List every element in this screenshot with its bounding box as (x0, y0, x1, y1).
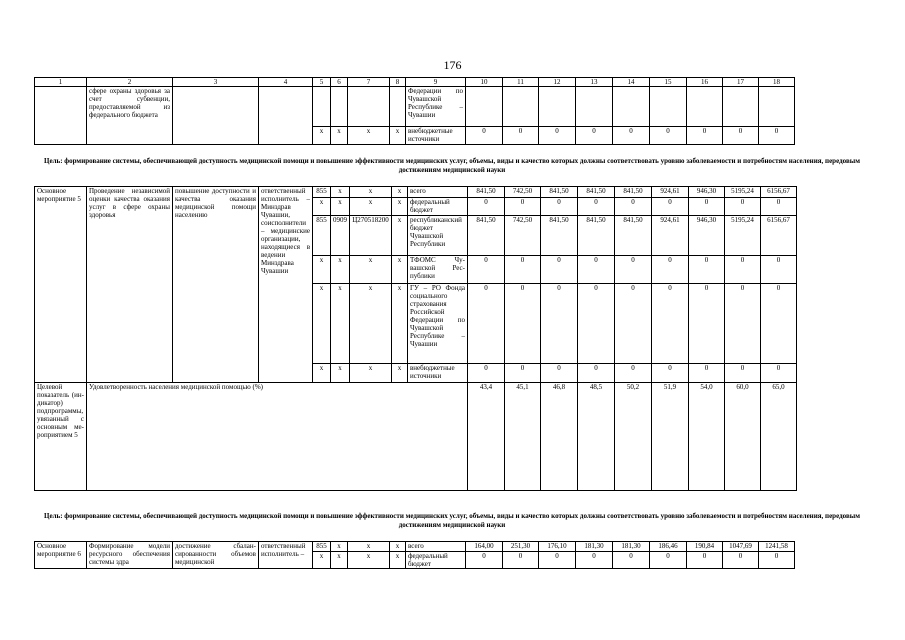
cell-code: x (350, 256, 392, 284)
cell-code: x (313, 364, 331, 383)
cell-code: x (390, 542, 406, 552)
cell-code: Ц270518200 (350, 216, 392, 256)
goal-heading-2: Цель: формирование системы, обеспечивающей доступность медицинской помощи и повышение эффективности медицинских услуг, объемы, виды и качество которых должны соответствовать уровню заболеваемости и потребностям населения, передовым достижениям медицинской науки (44, 512, 860, 529)
cell-source: внебюджетные источники (406, 127, 466, 145)
cell-value: 0 (578, 198, 615, 216)
header-cell: 11 (503, 78, 539, 87)
cell-value: 60,0 (725, 383, 761, 491)
header-row (35, 78, 795, 87)
cell-value: 0 (468, 364, 505, 383)
cell-code: x (392, 198, 408, 216)
cell-value: 0 (723, 127, 759, 145)
table-event-5 (34, 186, 797, 491)
cell-value: 841,50 (615, 187, 652, 198)
cell-executor: ответственный исполнитель – (259, 542, 313, 569)
table-continuation (34, 77, 795, 145)
cell-code: x (313, 552, 331, 569)
cell-value: 841,50 (615, 216, 652, 256)
cell-value: 1047,69 (723, 542, 759, 552)
header-cell: 9 (406, 78, 466, 87)
cell-value: 0 (723, 552, 759, 569)
cell-value: 924,61 (652, 187, 689, 198)
cell-value: 0 (759, 552, 795, 569)
cell-source: внебюджетные источники (408, 364, 468, 383)
cell-code: x (392, 216, 408, 256)
cell-value: 0 (761, 284, 797, 364)
cell-source: всего (406, 542, 466, 552)
header-cell: 10 (466, 78, 503, 87)
cell-value: 0 (613, 552, 650, 569)
cell-value: 0 (539, 552, 576, 569)
cell-value: 0 (687, 127, 723, 145)
header-cell: 2 (87, 78, 173, 87)
cell-code: x (313, 284, 331, 364)
header-cell: 8 (390, 78, 406, 87)
cell-value: 0 (687, 552, 723, 569)
cell-value: 0 (689, 284, 725, 364)
cell-value: 0 (505, 198, 541, 216)
cell-event-name: Формирование модели ресурсного обеспечения системы здра (87, 542, 173, 569)
header-cell: 3 (173, 78, 259, 87)
cell-code: x (350, 364, 392, 383)
cell-value: 0 (652, 256, 689, 284)
cell-value: 0 (652, 284, 689, 364)
cell-value: 0 (725, 198, 761, 216)
cell-code: x (348, 127, 390, 145)
cell-value: 181,30 (613, 542, 650, 552)
cell-code: 855 (313, 187, 331, 198)
cell-value: 0 (578, 284, 615, 364)
cell-value: 0 (539, 127, 576, 145)
cell-value: 0 (650, 127, 687, 145)
cell-value: 0 (503, 127, 539, 145)
cell-value: 43,4 (468, 383, 505, 491)
header-cell: 4 (259, 78, 313, 87)
cell-value: 0 (576, 552, 613, 569)
cell-value: 50,2 (615, 383, 652, 491)
cell-source: Федерации по Чувашской Республике – Чувашии (406, 87, 466, 127)
cell-value: 0 (505, 256, 541, 284)
cell-code: x (392, 256, 408, 284)
cell-code: x (331, 127, 348, 145)
cell-value: 841,50 (541, 216, 578, 256)
cell-code: x (331, 256, 350, 284)
cell-source: федеральный бюджет (406, 552, 466, 569)
cell-value: 0 (759, 127, 795, 145)
table-row (35, 542, 795, 552)
cell-code: x (350, 198, 392, 216)
cell-value: 0 (725, 256, 761, 284)
cell-value: 841,50 (578, 187, 615, 198)
cell-value: 0 (652, 364, 689, 383)
cell-code: x (313, 198, 331, 216)
table-event-6 (34, 541, 795, 569)
cell-value: 5195,24 (725, 216, 761, 256)
cell-empty (173, 87, 259, 145)
header-cell: 13 (576, 78, 613, 87)
cell-code: x (392, 364, 408, 383)
cell-value: 841,50 (541, 187, 578, 198)
cell-code: x (331, 552, 348, 569)
cell-value: 186,46 (650, 542, 687, 552)
cell-value: 0 (468, 198, 505, 216)
cell-code: x (331, 542, 348, 552)
cell-value: 176,10 (539, 542, 576, 552)
cell-value: 0 (761, 364, 797, 383)
cell-value: 0 (725, 284, 761, 364)
cell-value: 48,5 (578, 383, 615, 491)
cell-value: 51,9 (652, 383, 689, 491)
cell-value: 0 (615, 256, 652, 284)
header-cell: 17 (723, 78, 759, 87)
cell-event-goal: достижение сбалансированности объемов медицинской (173, 542, 259, 569)
cell-value: 0 (578, 364, 615, 383)
cell-value: 1241,58 (759, 542, 795, 552)
cell-source: республиканский бюджет Чувашской Республики (408, 216, 468, 256)
cell-value: 0 (505, 284, 541, 364)
cell-value: 190,84 (687, 542, 723, 552)
header-cell: 12 (539, 78, 576, 87)
cell-value: 46,8 (541, 383, 578, 491)
cell-source: федеральный бюджет (408, 198, 468, 216)
cell-value: 0 (689, 364, 725, 383)
goal-heading-1: Цель: формирование системы, обеспечивающей доступность медицинской помощи и повышение эффективности медицинских услуг, объемы, виды и качество которых должны соответствовать уровню заболеваемости и потребностям населения, передовым достижениям медицинской науки (44, 157, 860, 174)
cell-code: x (350, 284, 392, 364)
cell-value: 0 (652, 198, 689, 216)
cell-indicator-label: Целевой показатель (индикатор) подпрограммы, увязанный с основным мероприятием 5 (35, 383, 87, 491)
cell-code: x (392, 187, 408, 198)
cell-value: 0 (615, 364, 652, 383)
cell-code: x (350, 187, 392, 198)
cell-code: x (348, 552, 390, 569)
cell-value: 0 (761, 198, 797, 216)
header-cell: 14 (613, 78, 650, 87)
cell-value: 946,30 (689, 187, 725, 198)
cell-value: 841,50 (468, 216, 505, 256)
cell-code: 0909 (331, 216, 350, 256)
indicator-row (35, 383, 797, 491)
cell-code: 855 (313, 216, 331, 256)
cell-value: 0 (613, 127, 650, 145)
cell-value: 841,50 (468, 187, 505, 198)
cell-empty (35, 87, 87, 145)
header-cell: 1 (35, 78, 87, 87)
cell-value: 0 (725, 364, 761, 383)
cell-value: 5195,24 (725, 187, 761, 198)
cell-value: 65,0 (761, 383, 797, 491)
cell-value: 0 (650, 552, 687, 569)
cell-value: 0 (761, 256, 797, 284)
cell-code: 855 (313, 542, 331, 552)
header-cell: 16 (687, 78, 723, 87)
cell-indicator-text: Удовлетворенность населения медицинской помощью (%) (87, 383, 468, 491)
cell-event-name: Проведение независимой оценки качества оказания услуг в сфере охраны здоровья (87, 187, 173, 383)
cell-code: x (348, 542, 390, 552)
cell-value: 0 (468, 256, 505, 284)
cell-event-goal: повышение доступности и качества оказания медицинской помощи населению (173, 187, 259, 383)
cell-value: 0 (505, 364, 541, 383)
cell-value: 45,1 (505, 383, 541, 491)
cell-value: 0 (503, 552, 539, 569)
cell-value: 164,00 (466, 542, 503, 552)
cell-source: всего (408, 187, 468, 198)
cell-value: 6156,67 (761, 187, 797, 198)
cell-value: 0 (466, 127, 503, 145)
cell-value: 6156,67 (761, 216, 797, 256)
cell-source: ТФОМС Чувашской Республики (408, 256, 468, 284)
header-cell: 15 (650, 78, 687, 87)
cell-executor: ответственный исполнитель – Минздрав Чувашии, соисполнители – медицинские организации, находящиеся в ведении Минздрава Чувашии (259, 187, 313, 383)
cell-value: 54,0 (689, 383, 725, 491)
cell-value: 946,30 (689, 216, 725, 256)
cell-code: x (390, 127, 406, 145)
cell-value: 742,50 (505, 187, 541, 198)
cell-code: x (331, 187, 350, 198)
page-number: 176 (443, 58, 462, 72)
cell-value: 742,50 (505, 216, 541, 256)
cell-value: 0 (578, 256, 615, 284)
cell-event-type: Основное мероприятие 5 (35, 187, 87, 383)
cell-value: 0 (576, 127, 613, 145)
cell-empty (259, 87, 313, 145)
cell-value: 0 (615, 198, 652, 216)
cell-value: 0 (541, 284, 578, 364)
cell-value: 0 (541, 364, 578, 383)
header-cell: 5 (313, 78, 331, 87)
table-row (35, 187, 797, 198)
cell-value: 0 (615, 284, 652, 364)
cell-value: 0 (466, 552, 503, 569)
cell-code: x (331, 198, 350, 216)
cell-value: 0 (541, 198, 578, 216)
cell-code: x (331, 284, 350, 364)
cell-value: 181,30 (576, 542, 613, 552)
cell-value: 924,61 (652, 216, 689, 256)
cell-code: x (331, 364, 350, 383)
cell-code: x (313, 127, 331, 145)
cell-value: 0 (689, 256, 725, 284)
cell-event-type: Основное мероприятие 6 (35, 542, 87, 569)
cell-source: ГУ – РО Фонда социального страхования Российской Федерации по Чувашской Республике – Чувашии (408, 284, 468, 364)
cell-code: x (392, 284, 408, 364)
cell-value: 0 (468, 284, 505, 364)
header-cell: 18 (759, 78, 795, 87)
cell-value: 0 (541, 256, 578, 284)
cell-code: x (390, 552, 406, 569)
header-cell: 6 (331, 78, 348, 87)
cell-value: 251,30 (503, 542, 539, 552)
cell-value: 0 (689, 198, 725, 216)
header-cell: 7 (348, 78, 390, 87)
cell-code: x (313, 256, 331, 284)
cell-value: 841,50 (578, 216, 615, 256)
cell-event-name: сфере охраны здоровья за счет субвенции, предоставляемой из федерального бюджета (87, 87, 173, 145)
table-row (35, 87, 795, 127)
